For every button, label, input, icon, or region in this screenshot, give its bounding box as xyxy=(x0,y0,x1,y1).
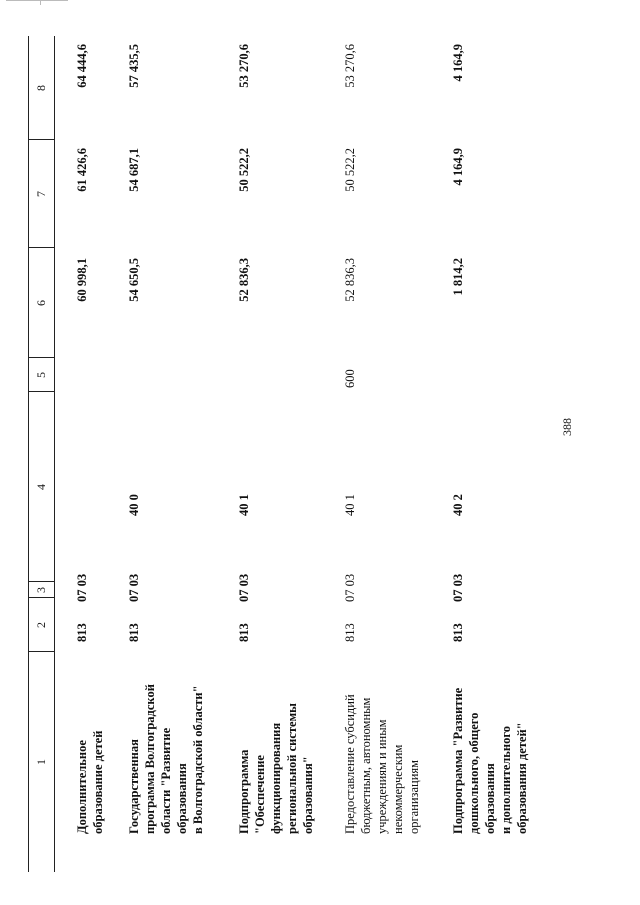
column-header-6: 6 xyxy=(34,300,48,306)
scan-corner-mark xyxy=(6,0,68,6)
column-header-1: 1 xyxy=(34,759,48,765)
cell-value-6: 54 650,5 xyxy=(127,258,141,302)
cell-value-8: 4 164,9 xyxy=(451,44,465,82)
rotated-page xyxy=(16,18,616,888)
cell-value-8: 53 270,6 xyxy=(343,44,357,88)
column-header-7: 7 xyxy=(34,191,48,197)
cell-code: 813 xyxy=(451,623,465,642)
cell-expense-type: 600 xyxy=(343,369,357,388)
cell-value-6: 52 836,3 xyxy=(237,258,251,302)
row-name: Дополнительное образование детей xyxy=(75,730,105,834)
column-header-2: 2 xyxy=(34,622,48,628)
cell-value-7: 4 164,9 xyxy=(451,148,465,186)
cell-value-8: 64 444,6 xyxy=(75,44,89,88)
cell-value-6: 52 836,3 xyxy=(343,258,357,302)
cell-program: 40 1 xyxy=(343,494,357,516)
cell-section: 07 03 xyxy=(127,573,141,602)
cell-code: 813 xyxy=(237,623,251,642)
cell-section: 07 03 xyxy=(237,573,251,602)
table-top-rule xyxy=(28,36,29,872)
cell-code: 813 xyxy=(75,623,89,642)
row-name: Подпрограмма "Развитие дошкольного, общего образования и дополнительного образования детей" xyxy=(451,687,529,834)
column-header-4: 4 xyxy=(34,484,48,490)
cell-program: 40 0 xyxy=(127,494,141,516)
cell-value-8: 53 270,6 xyxy=(237,44,251,88)
cell-value-6: 60 998,1 xyxy=(75,258,89,302)
cell-section: 07 03 xyxy=(75,573,89,602)
cell-program: 40 2 xyxy=(451,494,465,516)
cell-program: 40 1 xyxy=(237,494,251,516)
row-name: Государственная программа Волгоградской области "Развитие образования в Волгоградской области" xyxy=(127,684,205,834)
column-header-5: 5 xyxy=(34,372,48,378)
cell-value-8: 57 435,5 xyxy=(127,44,141,88)
cell-value-7: 50 522,2 xyxy=(237,148,251,192)
column-header-3: 3 xyxy=(34,587,48,593)
column-header-8: 8 xyxy=(34,85,48,91)
cell-value-7: 50 522,2 xyxy=(343,148,357,192)
row-name: Предоставление субсидий бюджетным, автономным учреждениям и иным некоммерческим организациям xyxy=(343,694,421,834)
row-name: Подпрограмма "Обеспечение функционирования региональной системы образования" xyxy=(237,703,315,834)
cell-code: 813 xyxy=(127,623,141,642)
cell-section: 07 03 xyxy=(343,573,357,602)
cell-value-7: 61 426,6 xyxy=(75,148,89,192)
page-number: 388 xyxy=(560,418,574,436)
header-bottom-rule xyxy=(54,36,55,872)
cell-value-6: 1 814,2 xyxy=(451,258,465,296)
cell-section: 07 03 xyxy=(451,573,465,602)
cell-code: 813 xyxy=(343,623,357,642)
cell-value-7: 54 687,1 xyxy=(127,148,141,192)
